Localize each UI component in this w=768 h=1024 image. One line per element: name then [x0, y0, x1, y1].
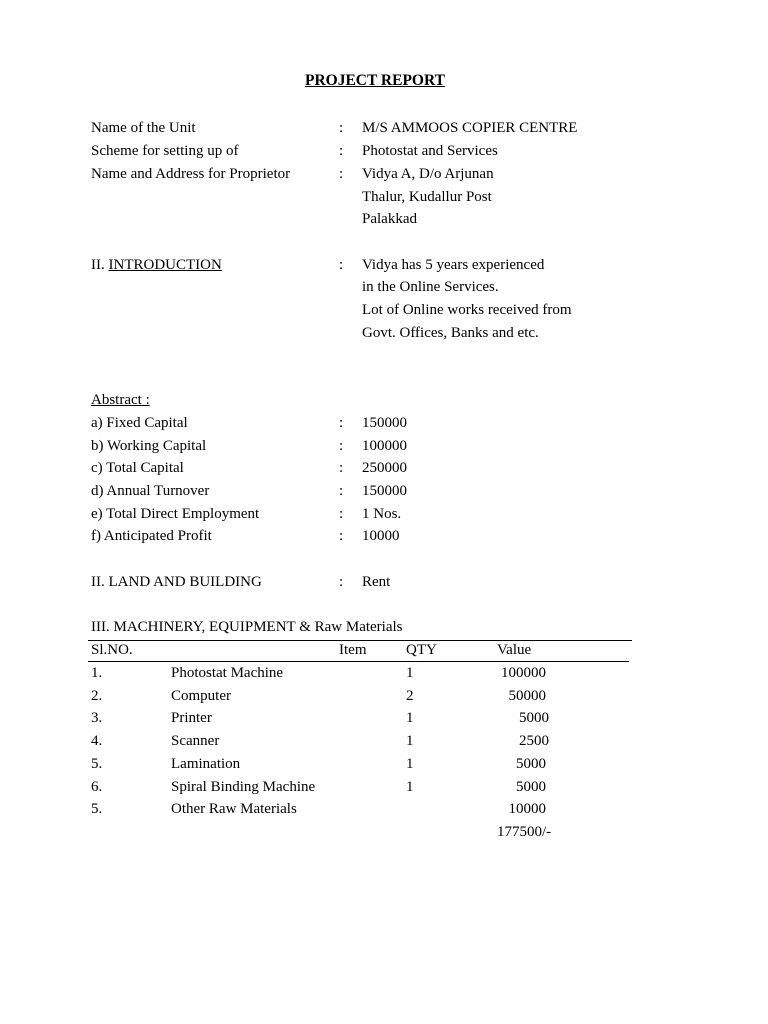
colon: :: [339, 528, 344, 544]
introduction-heading: [91, 256, 222, 274]
table-total: 177500/-: [497, 824, 552, 840]
unit-name-label: Name of the Unit: [91, 120, 196, 136]
page-title: PROJECT REPORT: [305, 72, 445, 89]
abstract-value: 1 Nos.: [362, 506, 402, 522]
scheme-label: Scheme for setting up of: [91, 143, 239, 159]
row-value: 5000: [516, 756, 546, 772]
row-slno: 5.: [91, 801, 103, 817]
colon: :: [339, 483, 344, 499]
header-slno: Sl.NO.: [91, 642, 133, 658]
row-qty: 2: [406, 688, 414, 704]
colon: :: [339, 506, 344, 522]
scheme-value: Photostat and Services: [362, 143, 498, 159]
abstract-label: c) Total Capital: [91, 460, 184, 476]
colon: :: [339, 415, 344, 431]
abstract-label: d) Annual Turnover: [91, 483, 210, 499]
row-value: 5000: [516, 779, 546, 795]
colon: :: [339, 143, 344, 159]
abstract-value: 10000: [362, 528, 400, 544]
colon: :: [339, 120, 344, 136]
abstract-value: 250000: [362, 460, 407, 476]
row-value: 50000: [508, 688, 546, 704]
proprietor-line: Palakkad: [362, 211, 417, 227]
introduction-prefix: II.: [91, 257, 109, 273]
row-value: 5000: [519, 710, 549, 726]
introduction-line: in the Online Services.: [362, 279, 499, 295]
abstract-value: 150000: [362, 415, 407, 431]
machinery-heading: III. MACHINERY, EQUIPMENT & Raw Materials: [91, 619, 403, 635]
proprietor-line: Vidya A, D/o Arjunan: [362, 166, 494, 182]
land-label: II. LAND AND BUILDING: [91, 574, 262, 590]
row-slno: 5.: [91, 756, 103, 772]
row-value: 100000: [501, 665, 546, 681]
header-value: Value: [497, 642, 532, 658]
table-header-rule: [88, 661, 629, 662]
unit-name-value: M/S AMMOOS COPIER CENTRE: [362, 120, 578, 136]
introduction-title: INTRODUCTION: [108, 257, 222, 273]
row-slno: 1.: [91, 665, 103, 681]
proprietor-line: Thalur, Kudallur Post: [362, 189, 492, 205]
row-qty: 1: [406, 756, 414, 772]
colon: :: [339, 257, 344, 273]
row-slno: 3.: [91, 710, 103, 726]
row-item: Computer: [171, 688, 231, 704]
colon: :: [339, 460, 344, 476]
row-slno: 4.: [91, 733, 103, 749]
header-qty: QTY: [406, 642, 437, 658]
abstract-value: 100000: [362, 438, 407, 454]
row-qty: 1: [406, 733, 414, 749]
row-slno: 2.: [91, 688, 103, 704]
colon: :: [339, 166, 344, 182]
abstract-label: a) Fixed Capital: [91, 415, 188, 431]
row-item: Other Raw Materials: [171, 801, 297, 817]
row-item: Spiral Binding Machine: [171, 779, 316, 795]
land-value: Rent: [362, 574, 391, 590]
row-item: Scanner: [171, 733, 220, 749]
introduction-line: Vidya has 5 years experienced: [362, 257, 545, 273]
introduction-line: Govt. Offices, Banks and etc.: [362, 325, 539, 341]
row-qty: 1: [406, 665, 414, 681]
row-item: Lamination: [171, 756, 241, 772]
row-value: 2500: [519, 733, 549, 749]
abstract-label: f) Anticipated Profit: [91, 528, 212, 544]
row-item: Printer: [171, 710, 212, 726]
abstract-label: e) Total Direct Employment: [91, 506, 260, 522]
row-item: Photostat Machine: [171, 665, 284, 681]
colon: :: [339, 438, 344, 454]
row-value: 10000: [508, 801, 546, 817]
proprietor-label: Name and Address for Proprietor: [91, 166, 291, 182]
row-qty: 1: [406, 710, 414, 726]
introduction-line: Lot of Online works received from: [362, 302, 572, 318]
abstract-heading: Abstract :: [91, 392, 150, 408]
abstract-label: b) Working Capital: [91, 438, 207, 454]
row-slno: 6.: [91, 779, 103, 795]
row-qty: 1: [406, 779, 414, 795]
colon: :: [339, 574, 344, 590]
header-item: Item: [339, 642, 367, 658]
abstract-value: 150000: [362, 483, 407, 499]
